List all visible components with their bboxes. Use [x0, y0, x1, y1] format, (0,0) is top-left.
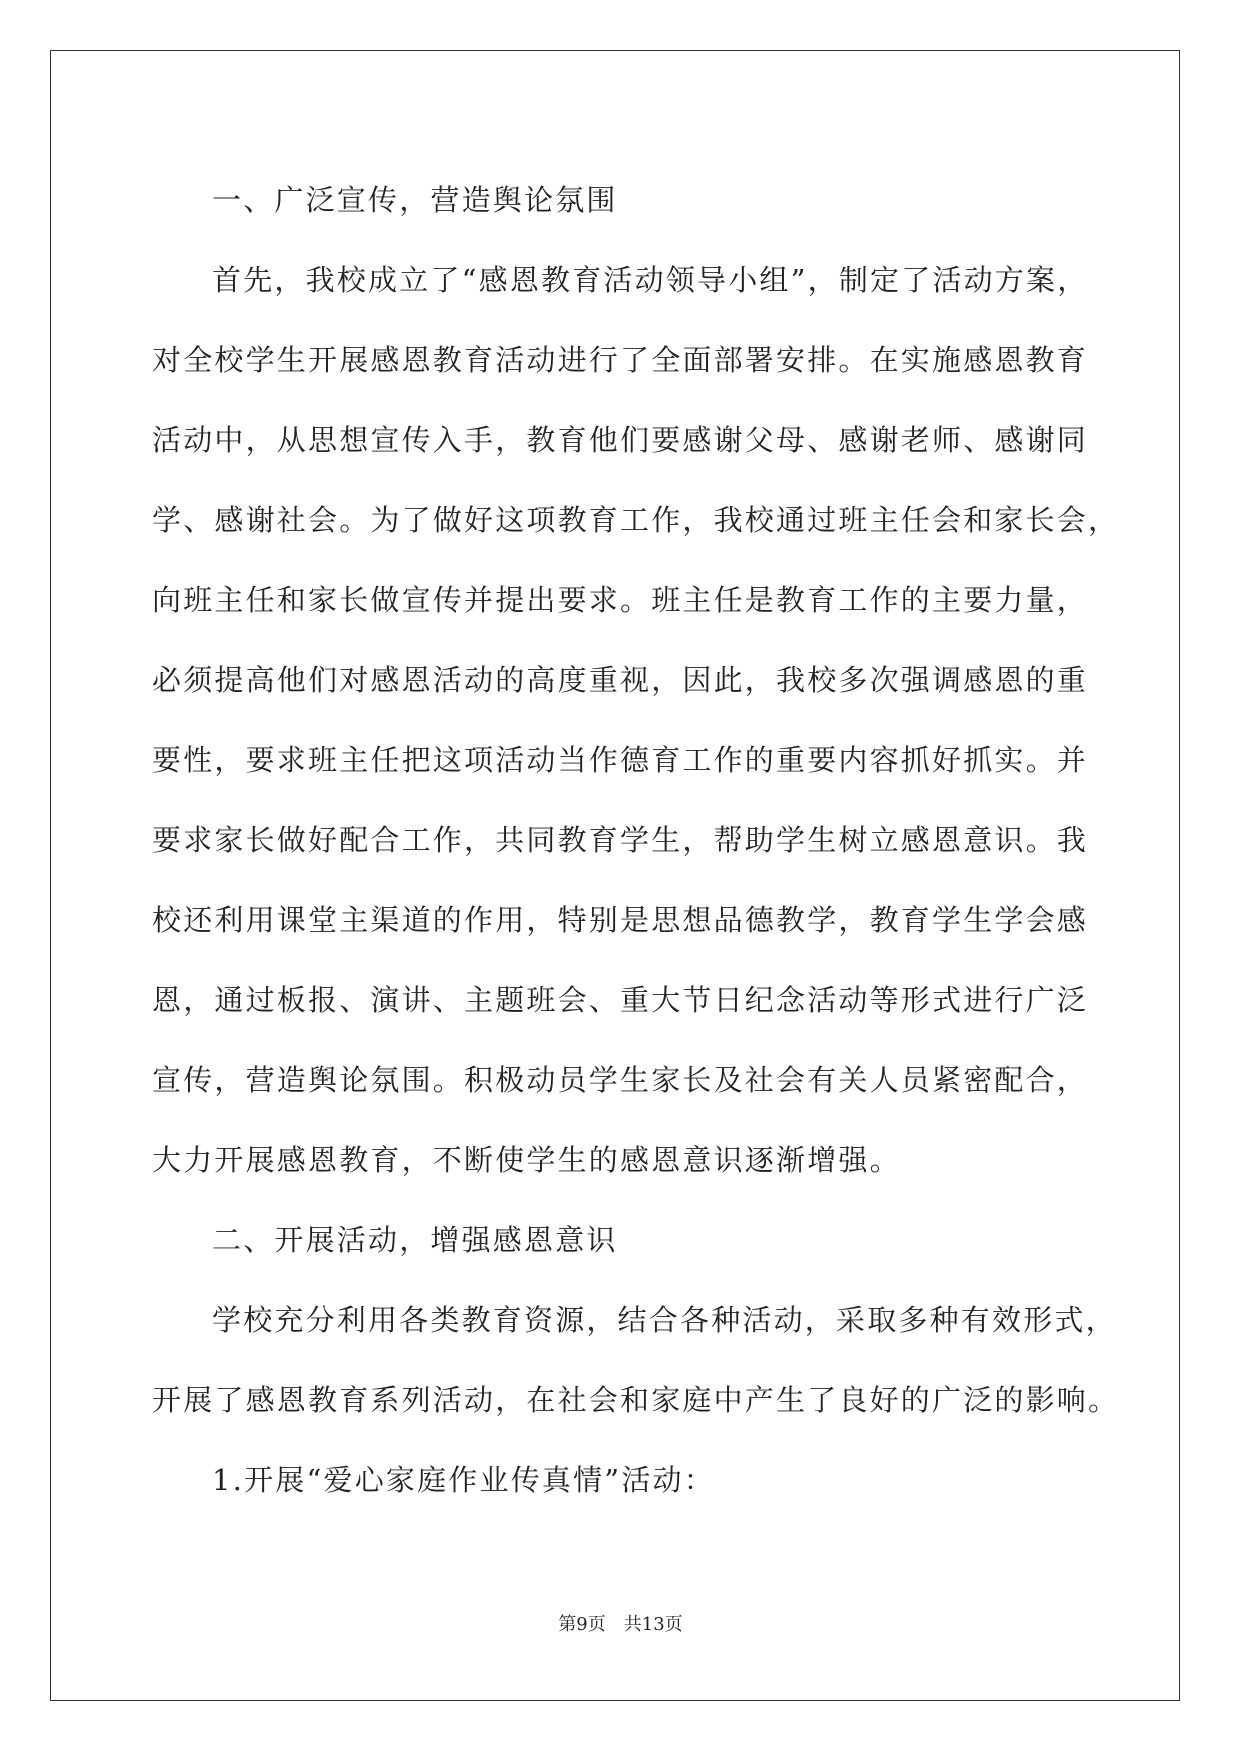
- section-heading-1: 一、广泛宣传，营造舆论氛围: [212, 183, 618, 217]
- document-body: [152, 160, 1120, 1520]
- paragraph-line: 要求家长做好配合工作，共同教育学生，帮助学生树立感恩意识。我: [152, 823, 1089, 857]
- paragraph-line: 学、感谢社会。为了做好这项教育工作，我校通过班主任会和家长会，: [152, 503, 1120, 537]
- paragraph-line: 活动中，从思想宣传入手，教育他们要感谢父母、感谢老师、感谢同: [152, 423, 1089, 457]
- paragraph-line: 必须提高他们对感恩活动的高度重视，因此，我校多次强调感恩的重: [152, 663, 1089, 697]
- paragraph-line: 要性，要求班主任把这项活动当作德育工作的重要内容抓好抓实。并: [152, 743, 1089, 777]
- paragraph-line: 校还利用课堂主渠道的作用，特别是思想品德教学，教育学生学会感: [152, 903, 1089, 937]
- list-item-heading: 1.开展“爱心家庭作业传真情”活动：: [212, 1463, 715, 1497]
- section-heading-2: 二、开展活动，增强感恩意识: [212, 1223, 618, 1257]
- paragraph-line: 向班主任和家长做宣传并提出要求。班主任是教育工作的主要力量，: [152, 583, 1089, 617]
- page-number-footer: 第9页 共13页: [558, 1614, 683, 1635]
- paragraph-line: 开展了感恩教育系列活动，在社会和家庭中产生了良好的广泛的影响。: [152, 1383, 1120, 1417]
- paragraph-line: 对全校学生开展感恩教育活动进行了全面部署安排。在实施感恩教育: [152, 343, 1089, 377]
- paragraph-line: 恩，通过板报、演讲、主题班会、重大节日纪念活动等形式进行广泛: [152, 983, 1089, 1017]
- paragraph-line: 首先，我校成立了“感恩教育活动领导小组”，制定了活动方案，: [212, 263, 1089, 297]
- paragraph-line: 学校充分利用各类教育资源，结合各种活动，采取多种有效形式，: [212, 1303, 1117, 1337]
- paragraph-line: 大力开展感恩教育，不断使学生的感恩意识逐渐增强。: [152, 1143, 901, 1177]
- paragraph-line: 宣传，营造舆论氛围。积极动员学生家长及社会有关人员紧密配合，: [152, 1063, 1089, 1097]
